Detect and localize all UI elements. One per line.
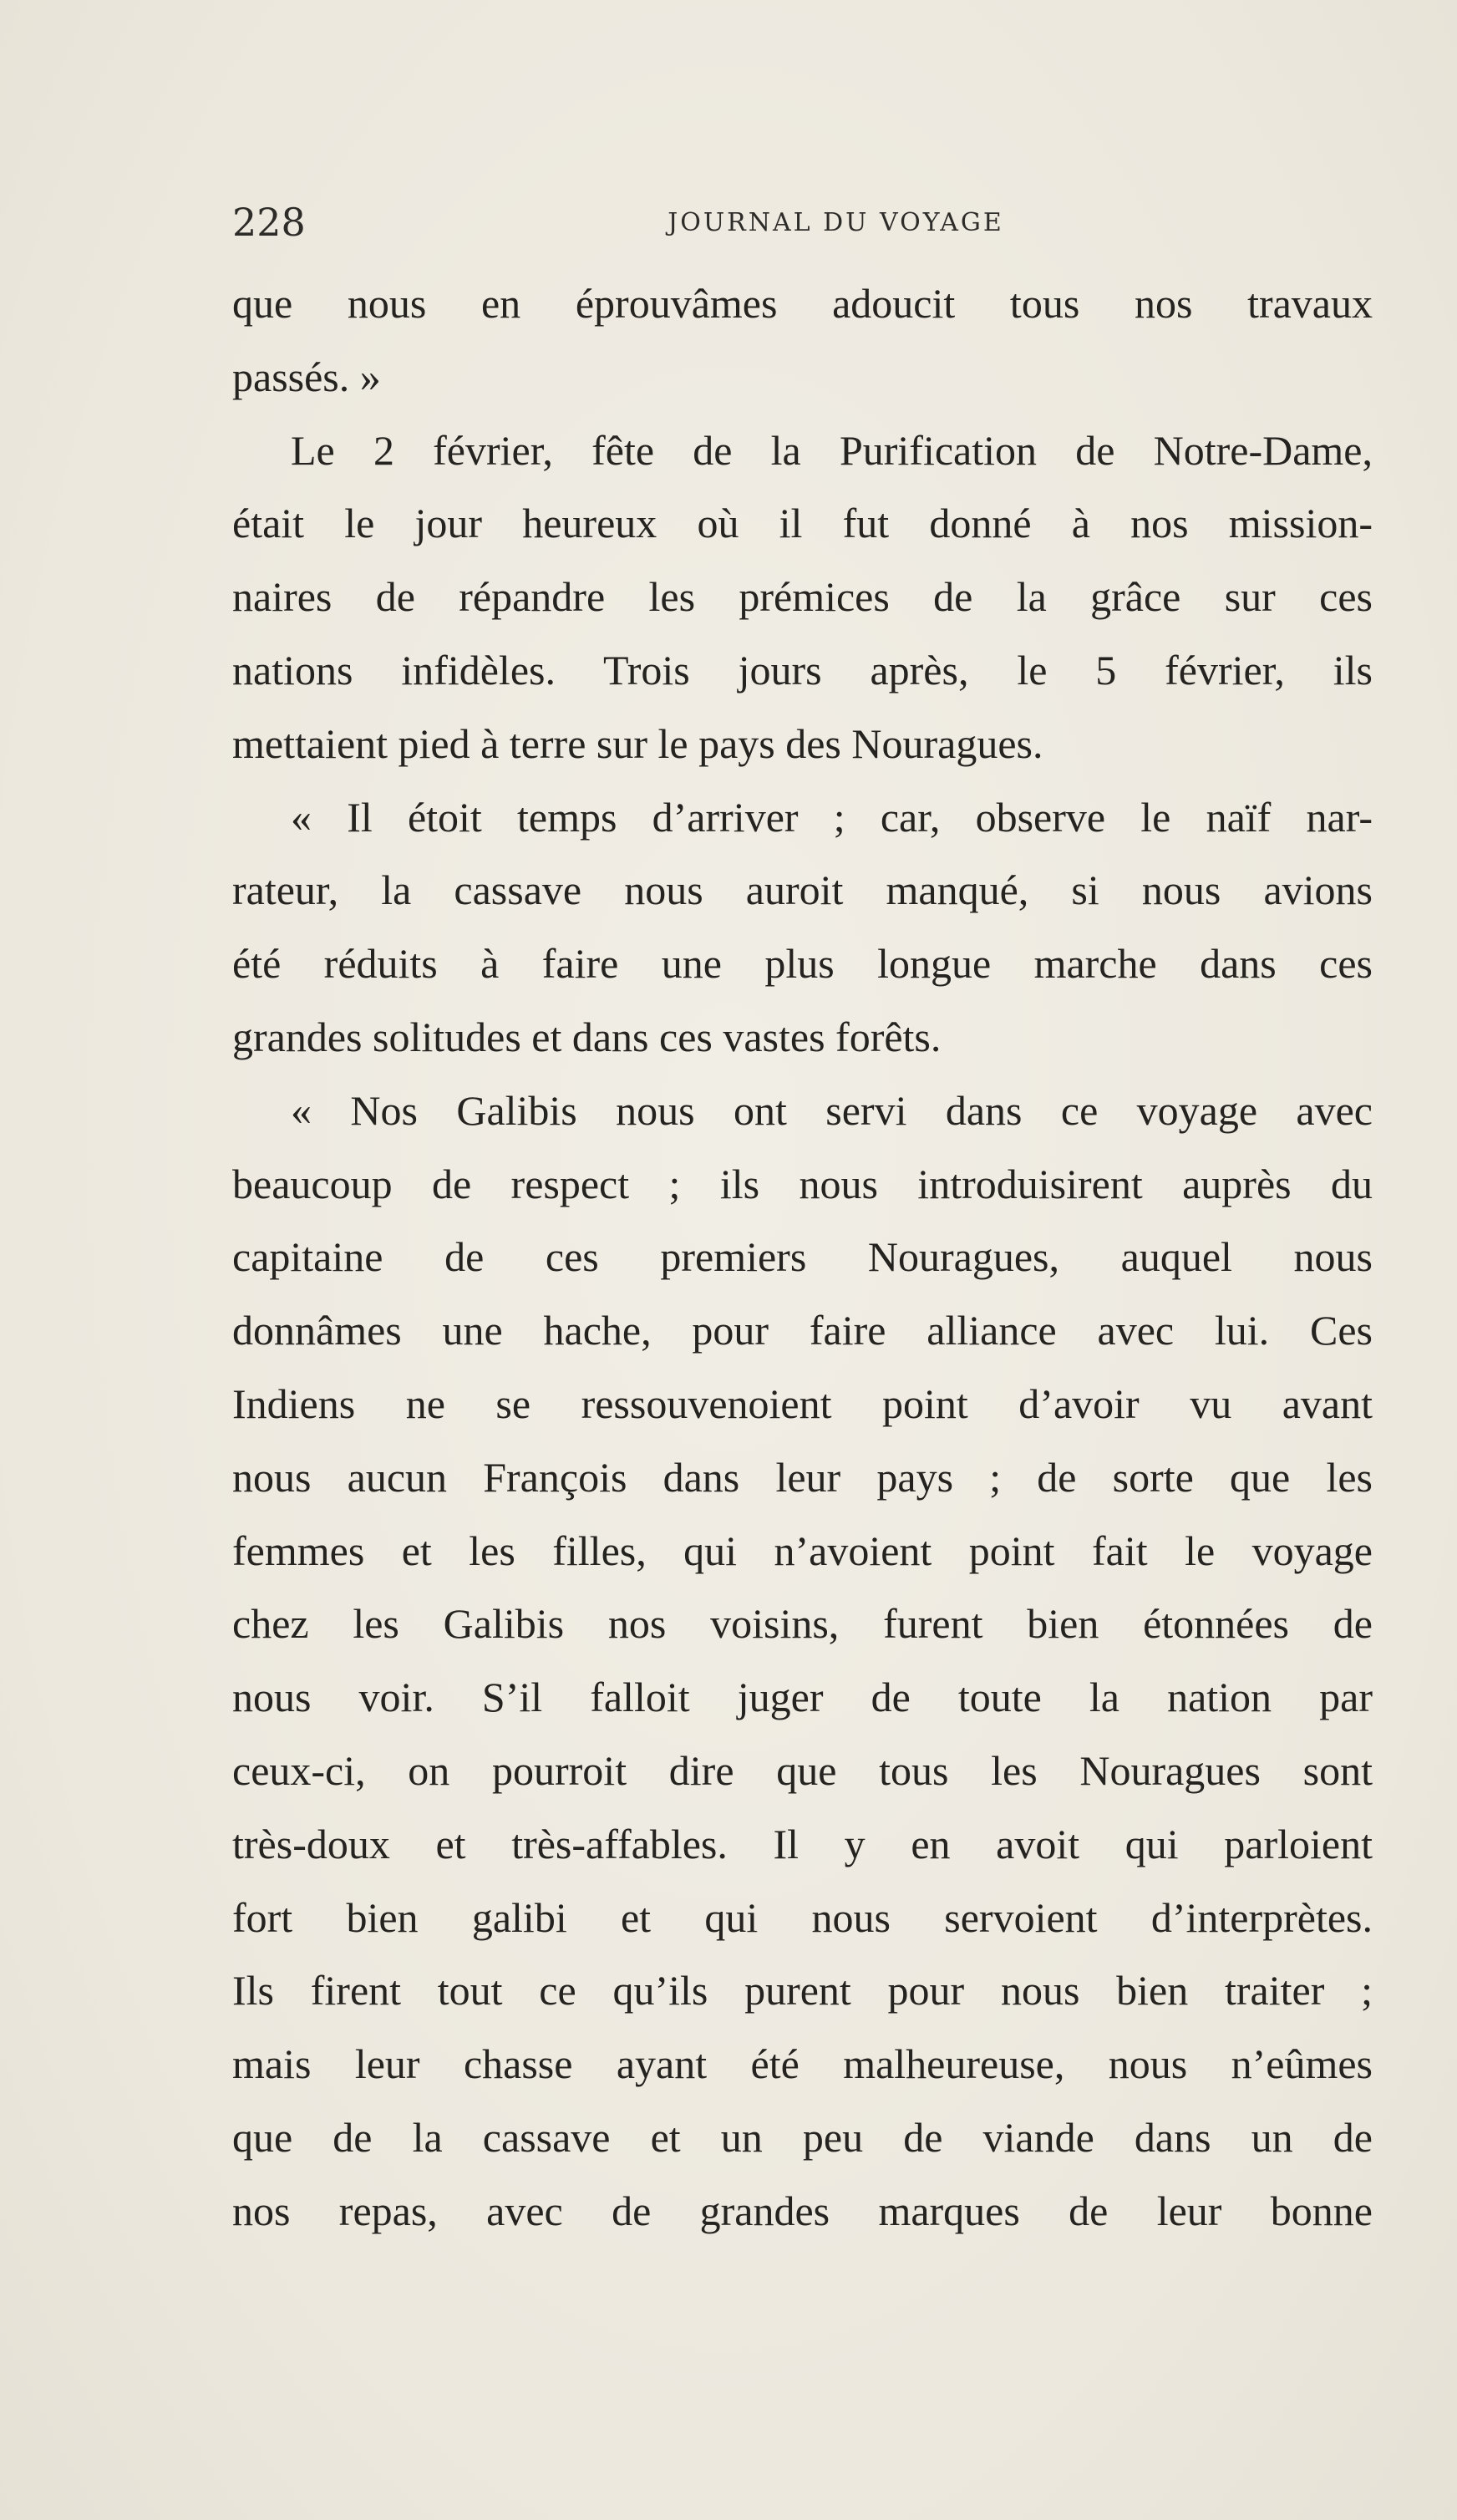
body-text bbox=[232, 267, 1373, 2248]
text-line: mais leur chasse ayant été malheureuse, nous n’eûmes bbox=[232, 2040, 1373, 2088]
text-line: femmes et les filles, qui n’avoient point fait le voyage bbox=[232, 1527, 1373, 1574]
text-line: passés. » bbox=[232, 353, 381, 400]
text-line: nous aucun François dans leur pays ; de sorte que les bbox=[232, 1453, 1373, 1501]
text-line: que nous en éprouvâmes adoucit tous nos travaux bbox=[232, 280, 1373, 327]
running-title: JOURNAL DU VOYAGE bbox=[668, 208, 1004, 237]
text-line: été réduits à faire une plus longue marche dans ces bbox=[232, 940, 1373, 988]
text-line: nos repas, avec de grandes marques de leur bonne bbox=[232, 2187, 1373, 2234]
page-number: 228 bbox=[232, 200, 306, 245]
text-line: donnâmes une hache, pour faire alliance avec lui. Ces bbox=[232, 1307, 1373, 1354]
text-line: très-doux et très-affables. Il y en avoit qui parloient bbox=[232, 1820, 1373, 1867]
text-line: capitaine de ces premiers Nouragues, auquel nous bbox=[232, 1233, 1373, 1281]
text-line: « Il étoit temps d’arriver ; car, observe le naïf nar- bbox=[291, 793, 1373, 841]
text-line: chez les Galibis nos voisins, furent bien étonnées de bbox=[232, 1600, 1373, 1648]
text-line: naires de répandre les prémices de la grâce sur ces bbox=[232, 573, 1373, 621]
text-line: nations infidèles. Trois jours après, le 5 février, ils bbox=[232, 646, 1373, 694]
text-line: Ils firent tout ce qu’ils purent pour nous bien traiter ; bbox=[232, 1967, 1373, 2014]
text-line: fort bien galibi et qui nous servoient d’interprètes. bbox=[232, 1893, 1373, 1941]
text-line: rateur, la cassave nous auroit manqué, si nous avions bbox=[232, 866, 1373, 914]
text-line: grandes solitudes et dans ces vastes forêts. bbox=[232, 1013, 942, 1060]
text-line: que de la cassave et un peu de viande dans un de bbox=[232, 2113, 1373, 2161]
text-line: beaucoup de respect ; ils nous introduisirent auprès du bbox=[232, 1160, 1373, 1207]
page-header bbox=[232, 197, 1373, 247]
text-line: nous voir. S’il falloit juger de toute la nation par bbox=[232, 1674, 1373, 1721]
text-line: ceux-ci, on pourroit dire que tous les Nouragues sont bbox=[232, 1746, 1373, 1794]
text-line: Indiens ne se ressouvenoient point d’avoir vu avant bbox=[232, 1379, 1373, 1427]
text-line: mettaient pied à terre sur le pays des Nouragues. bbox=[232, 719, 1043, 767]
text-line: Le 2 février, fête de la Purification de Notre-Dame, bbox=[291, 426, 1373, 474]
text-line: était le jour heureux où il fut donné à nos mission- bbox=[232, 500, 1373, 547]
text-line: « Nos Galibis nous ont servi dans ce voyage avec bbox=[291, 1086, 1373, 1134]
